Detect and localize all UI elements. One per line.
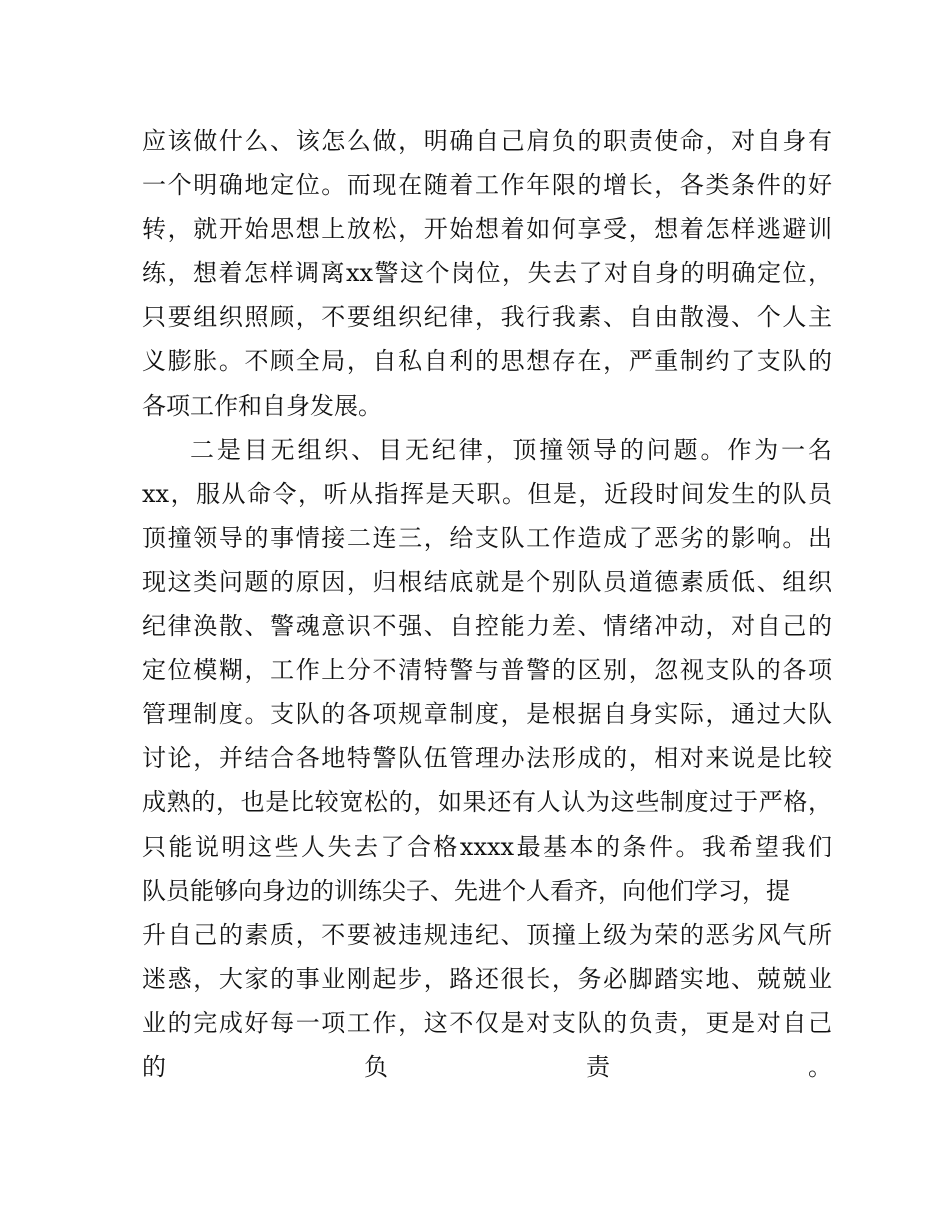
text-line: 管理制度。支队的各项规章制度，是根据自身实际，通过大队: [142, 700, 832, 729]
text-line: 纪律涣散、警魂意识不强、自控能力差、情绪冲动，对自己的: [142, 612, 832, 641]
text-line: 应该做什么、该怎么做，明确自己肩负的职责使命，对自身有: [142, 127, 832, 155]
text-line: 成熟的，也是比较宽松的，如果还有人认为这些制度过于严格，: [142, 788, 832, 817]
text-line: 升自己的素质，不要被违规违纪、顶撞上级为荣的恶劣风气所: [142, 920, 832, 949]
text-line: 的负责。: [142, 1052, 832, 1081]
text-line: 定位模糊，工作上分不清特警与普警的区别，忽视支队的各项: [142, 656, 832, 685]
text-line: 转，就开始思想上放松，开始想着如何享受，想着怎样逃避训: [142, 215, 832, 244]
text-line: 队员能够向身边的训练尖子、先进个人看齐，向他们学习，提: [142, 876, 790, 905]
text-line: 现这类问题的原因，归根结底就是个别队员道德素质低、组织: [142, 567, 832, 596]
text-line: [142, 1089, 832, 1133]
text-line: 义膨胀。不顾全局，自私自利的思想存在，严重制约了支队的: [142, 347, 832, 376]
paragraph-first-line: 二是目无组织、目无纪律，顶撞领导的问题。作为一名: [190, 435, 832, 464]
text-line: 只要组织照顾，不要组织纪律，我行我素、自由散漫、个人主: [142, 303, 832, 332]
text-line: 练，想着怎样调离xx警这个岗位，失去了对自身的明确定位，: [142, 259, 832, 288]
text-line: 业的完成好每一项工作，这不仅是对支队的负责，更是对自己: [142, 1008, 832, 1037]
text-line: 讨论，并结合各地特警队伍管理办法形成的，相对来说是比较: [142, 744, 832, 773]
text-line: xx，服从命令，听从指挥是天职。但是，近段时间发生的队员: [142, 479, 832, 508]
text-line: 一个明确地定位。而现在随着工作年限的增长，各类条件的好: [142, 171, 832, 200]
body-text: [142, 119, 832, 1133]
text-line: 迷惑，大家的事业刚起步，路还很长，务必脚踏实地、兢兢业: [142, 964, 832, 993]
text-line: 顶撞领导的事情接二连三，给支队工作造成了恶劣的影响。出: [142, 523, 832, 552]
text-line: 只能说明这些人失去了合格xxxx最基本的条件。我希望我们: [142, 832, 832, 861]
text-line: 各项工作和自身发展。: [142, 391, 382, 420]
